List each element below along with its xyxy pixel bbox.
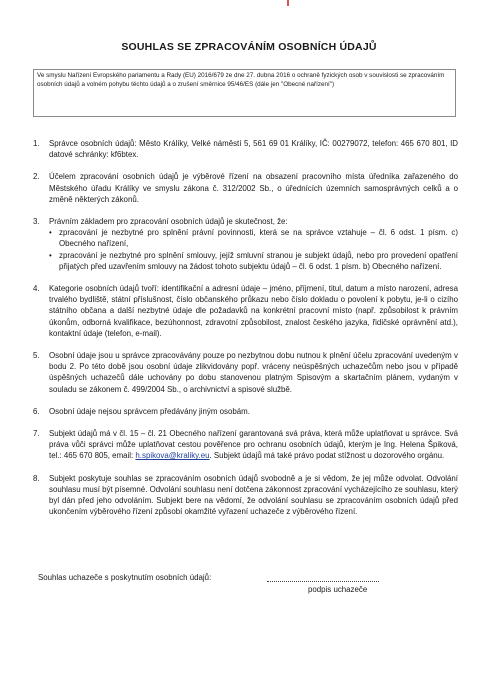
- item-text-after: . Subjekt údajů má také právo podat stížnost u dozorového orgánu.: [209, 451, 445, 461]
- list-item-5: [33, 350, 458, 395]
- signature-label: Souhlas uchazeče s poskytnutím osobních údajů:: [38, 573, 212, 582]
- list-item-2: [33, 171, 458, 205]
- item-number: 5.: [33, 351, 40, 361]
- item-text: Právním základem pro zpracování osobních údajů je skutečnost, že:: [49, 217, 288, 227]
- list-item-4: [33, 283, 458, 339]
- dpo-email-link[interactable]: h.spikova@kraliky.eu: [135, 451, 210, 461]
- bullet-dot: •: [49, 228, 52, 238]
- item-text: Osobní údaje nejsou správcem předávány jiným osobám.: [49, 406, 250, 416]
- item-text: Účelem zpracování osobních údajů je výběrové řízení na obsazení pracovního místa úředníka zařazeného do Městského úřadu Králíky ve smyslu zákona č. 312/2002 Sb., o úřednících územních samosprávných celků a o změně některých zákonů.: [49, 172, 458, 204]
- item-number: 8.: [33, 473, 40, 483]
- list-item-6: [33, 406, 458, 417]
- bullet-dot: •: [49, 250, 52, 260]
- bullet-text: zpracování je nezbytné pro splnění právní povinnosti, která se na správce vztahuje – čl. 6 odst. 1 písm. c) Obecného nařízení,: [59, 228, 458, 249]
- signature-line: [267, 581, 379, 582]
- item-number: 4.: [33, 284, 40, 294]
- document-title: SOUHLAS SE ZPRACOVÁNÍM OSOBNÍCH ÚDAJŮ: [121, 41, 377, 53]
- item-number: 2.: [33, 172, 40, 182]
- list-item-7: [33, 428, 458, 462]
- item-text: Subjekt poskytuje souhlas se zpracováním osobních údajů svobodně a je si vědom, že jej může odvolat. Odvolání souhlasu musí být písemné. Odvolání souhlasu není dotčena zákonnost zpracování vycházejícího ze souhlasu, který byl dán před jeho odvoláním. Subjekt bere na vědomí, že odvolání souhlasu se zpracováním osobních údajů před ukončením výběrového řízení způsobí okamžité vyřazení uchazeče z výběrového řízení.: [49, 473, 458, 517]
- intro-box: [33, 69, 456, 117]
- list-item-3: [33, 216, 458, 272]
- item-number: 3.: [33, 217, 40, 227]
- item-number: 7.: [33, 429, 40, 439]
- bullet-item: [49, 250, 458, 272]
- list-item-1: [33, 138, 458, 160]
- intro-text: Ve smyslu Nařízení Evropského parlamentu a Rady (EU) 2016/679 ze dne 27. dubna 2016 o ochraně fyzických osob v souvislosti se zpracováním osobních údajů a volném pohybu těchto údajů a o zrušení směrnice 95/46/ES (dále jen "Obecné nařízení"): [37, 72, 445, 89]
- bullet-text: zpracování je nezbytné pro splnění smlouvy, jejíž smluvní stranou je subjekt údajů, nebo pro provedení opatření přijatých před uzavřením smlouvy na žádost tohoto subjektu údajů – čl. 6 odst. 1 písm. b) Obecného nařízení.: [59, 250, 458, 271]
- item-number: 6.: [33, 406, 40, 416]
- item-text-before: Subjekt údajů má v čl. 15 – čl. 21 Obecného nařízení garantovaná svá práva, která může uplatňovat u správce. Svá práva vůči správci může uplatňovat cestou pověřence pro ochranu osobních údajů, kterým je Ing. Helena Špiková, tel.: 465 670 805, email:: [49, 429, 458, 461]
- signature-caption: podpis uchazeče: [308, 585, 368, 594]
- bullet-item: [49, 227, 458, 249]
- item-number: 1.: [33, 139, 40, 148]
- page-top-mark: [287, 0, 289, 6]
- item-text: [49, 428, 458, 462]
- item-text: Osobní údaje jsou u správce zpracovávány pouze po nezbytnou dobu nutnou k plnění účelu zpracování uvedeným v bodu 2. Po této době jsou osobní údaje zlikvidovány popř. vráceny neúspěšných uchazečům nebo jsou v případě úspěšných uchazečů dále uchovány po dobu stanovenou platným Spisovým a skartačním plánem, vydaným v souladu se zákonem č. 499/2004 Sb., o archivnictví a spisové službě.: [49, 351, 458, 394]
- item-text: Správce osobních údajů: Město Králíky, Velké náměstí 5, 561 69 01 Králíky, IČ: 00279072, telefon: 465 670 801, ID datové schránky: kf6btex.: [49, 139, 458, 160]
- item-text: Kategorie osobních údajů tvoří: identifikační a adresní údaje – jméno, příjmení, titul, datum a místo narození, adresa trvalého bydliště, státní příslušnost, číslo občanského průkazu nebo číslo dokladu o povolení k pobytu, je-li o cizího státního občana a další nezbytné údaje dle požadavků na konkrétní pracovní místo (např. způsobilost k právním úkonům, odborná kvalifikace, bezúhonnost, zdravotní způsobilost, znalost českého jazyka, řidičské oprávnění atd.), kontaktní údaje (telefon, e-mail).: [49, 284, 458, 338]
- list-item-8: [33, 473, 458, 518]
- consent-items: [33, 138, 458, 528]
